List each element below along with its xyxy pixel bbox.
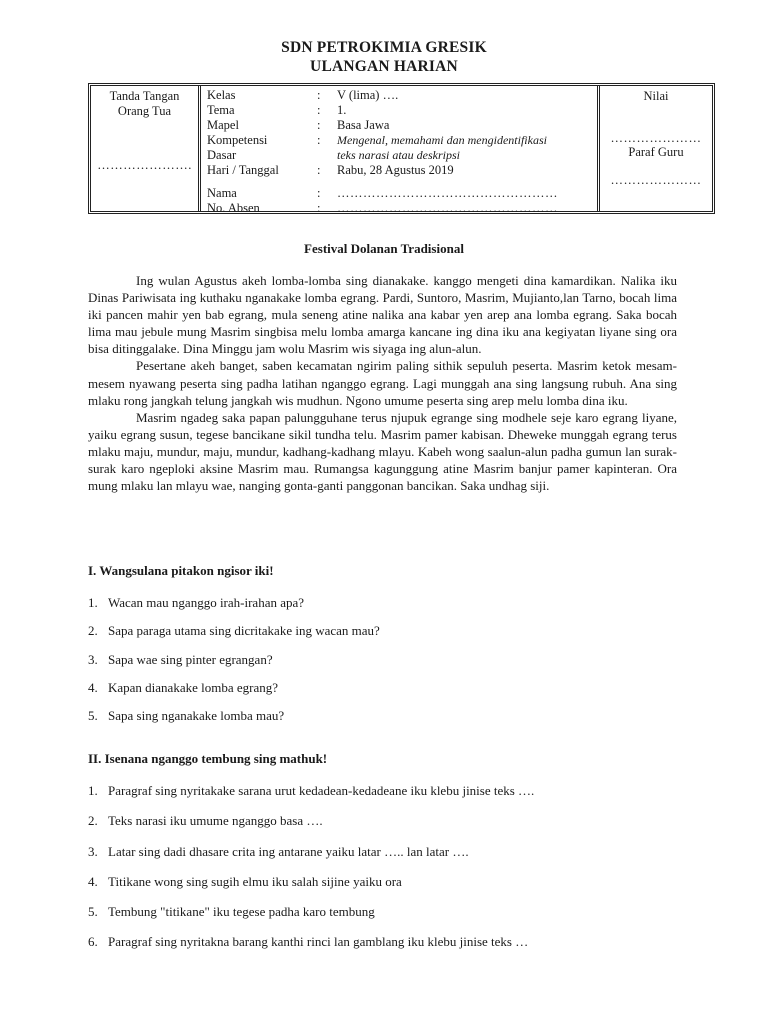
question-number: 3. xyxy=(88,844,98,859)
question-text: Titikane wong sing sugih elmu iku salah sijine yaiku ora xyxy=(108,874,402,889)
question-number: 5. xyxy=(88,708,98,723)
question-number: 2. xyxy=(88,813,98,828)
info-value: Rabu, 28 Agustus 2019 xyxy=(337,163,454,177)
question-number: 4. xyxy=(88,680,98,695)
info-label: Dasar xyxy=(207,148,237,162)
info-label: Kelas xyxy=(207,88,236,102)
question-item xyxy=(88,934,528,950)
info-colon: : xyxy=(317,118,321,132)
question-number: 1. xyxy=(88,783,98,798)
name-field[interactable]: …………………………………………… xyxy=(337,186,558,200)
question-text: Paragraf sing nyritakake sarana urut kedadean-kedadeane iku klebu jinise teks …. xyxy=(108,783,535,798)
story-paragraph: Masrim ngadeg saka papan palungguhane terus njupuk egrange sing modhele seje karo egrang liyane, yaiku egrang susun, tegese bancikane sikil tundha telu. Masrim pamer kabisan. Dheweke munggah egrang terus mlaku maju, mundur, maju, mundur, kadhang-kadhang mlayu. Kabeh wong saalun-alun padha gumun lan surak-surak karo ngeploki aksine Masrim mau. Rumangsa kagunggung atine Masrim banjur pamer kapinteran. Ora mung mlaku lan mlayu wae, nanging gonta-ganti panggonan bancikan. Saka undhag siji. xyxy=(88,409,677,494)
info-label: Nama xyxy=(207,186,237,200)
question-text: Sapa paraga utama sing dicritakake ing wacan mau? xyxy=(108,623,380,638)
question-item xyxy=(88,652,273,668)
question-number: 1. xyxy=(88,595,98,610)
info-value: Mengenal, memahami dan mengidentifikasi xyxy=(337,133,547,147)
info-colon: : xyxy=(317,133,321,147)
info-row-dasar xyxy=(207,148,592,163)
info-value: Basa Jawa xyxy=(337,118,390,132)
info-label: Tema xyxy=(207,103,235,117)
question-text: Latar sing dadi dhasare crita ing antarane yaiku latar ….. lan latar …. xyxy=(108,844,469,859)
question-item xyxy=(88,904,375,920)
info-row-kompetensi xyxy=(207,133,592,148)
story-paragraph: Pesertane akeh banget, saben kecamatan ngirim paling sithik sepuluh peserta. Masrim ketok mesam-mesem nyawang peserta sing padha latihan nganggo egrang. Lagi munggah ana sing langsung rubuh. Ana sing mlaku rong jangkah telung jangkah wis mudhun. Ngono umume peserta sing arep melu lomba dina iku. xyxy=(88,358,677,408)
question-text: Teks narasi iku umume nganggo basa …. xyxy=(108,813,323,828)
info-label: Hari / Tanggal xyxy=(207,163,279,177)
teacher-signature-label: Paraf Guru xyxy=(628,145,684,159)
school-name: SDN PETROKIMIA GRESIK xyxy=(281,39,487,56)
parent-signature-label-1: Tanda Tangan xyxy=(109,89,180,103)
question-item xyxy=(88,595,304,611)
question-number: 4. xyxy=(88,874,98,889)
question-item xyxy=(88,680,278,696)
story-text xyxy=(88,272,677,494)
info-value: V (lima) …. xyxy=(337,88,399,102)
question-text: Tembung "titikane" iku tegese padha karo tembung xyxy=(108,904,375,919)
section-1-title: I. Wangsulana pitakon ngisor iki! xyxy=(88,563,274,578)
question-text: Sapa sing nganakake lomba mau? xyxy=(108,708,285,723)
question-item xyxy=(88,783,534,799)
info-label: No. Absen xyxy=(207,201,260,215)
info-colon: : xyxy=(317,163,321,177)
info-row-mapel xyxy=(207,118,592,133)
info-row-nama xyxy=(207,186,592,201)
exam-title: ULANGAN HARIAN xyxy=(310,58,458,75)
question-item xyxy=(88,844,469,860)
parent-signature-label-2: Orang Tua xyxy=(117,104,172,118)
info-value: 1. xyxy=(337,103,347,117)
info-row-hari-tanggal xyxy=(207,163,592,178)
score-line: ………………… xyxy=(610,131,702,145)
question-number: 6. xyxy=(88,934,98,949)
question-item xyxy=(88,623,380,639)
info-colon: : xyxy=(317,88,321,102)
info-colon: : xyxy=(317,186,321,200)
info-row-no-absen xyxy=(207,201,592,216)
question-text: Wacan mau nganggo irah-irahan apa? xyxy=(108,595,305,610)
info-row-kelas xyxy=(207,88,592,103)
question-item xyxy=(88,813,323,829)
question-number: 5. xyxy=(88,904,98,919)
student-info-cell xyxy=(201,86,600,215)
info-label: Kompetensi xyxy=(207,133,268,147)
info-box xyxy=(88,83,715,214)
info-colon: : xyxy=(317,201,321,215)
parent-signature-line: …………………. xyxy=(97,158,192,172)
score-label: Nilai xyxy=(643,89,669,103)
info-value: teks narasi atau deskripsi xyxy=(337,148,460,162)
story-title: Festival Dolanan Tradisional xyxy=(304,241,464,256)
teacher-signature-line: ………………… xyxy=(610,173,702,187)
story-paragraph: Ing wulan Agustus akeh lomba-lomba sing dianakake. kanggo mengeti dina kamardikan. Nalika iku Dinas Pariwisata ing kuthaku nganakake lomba egrang. Pardi, Suntoro, Masrim, Mujianto,lan Tarno, bocah lima iki pancen mahir yen bab egrang, mula seneng atine nalika ana kabar yen arep ana lomba egrang. Saka bocah lima mau jebule mung Masrim singbisa melu lomba amarga kancane ing dina iku ana kegiyatan liyane sing ora bisa ditinggalake. Dina Minggu jam wolu Masrim wis siyaga ing alun-alun. xyxy=(88,273,677,357)
question-text: Sapa wae sing pinter egrangan? xyxy=(108,652,273,667)
absence-number-field[interactable]: …………………………………………… xyxy=(337,201,558,215)
question-number: 2. xyxy=(88,623,98,638)
info-row-tema xyxy=(207,103,592,118)
section-2-title: II. Isenana nganggo tembung sing mathuk! xyxy=(88,751,328,766)
question-number: 3. xyxy=(88,652,98,667)
question-item xyxy=(88,874,402,890)
question-item xyxy=(88,708,284,724)
info-label: Mapel xyxy=(207,118,239,132)
question-text: Paragraf sing nyritakna barang kanthi rinci lan gamblang iku klebu jinise teks … xyxy=(108,934,529,949)
info-colon: : xyxy=(317,103,321,117)
score-cell xyxy=(600,86,712,211)
parent-signature-cell xyxy=(91,86,201,211)
question-text: Kapan dianakake lomba egrang? xyxy=(108,680,279,695)
